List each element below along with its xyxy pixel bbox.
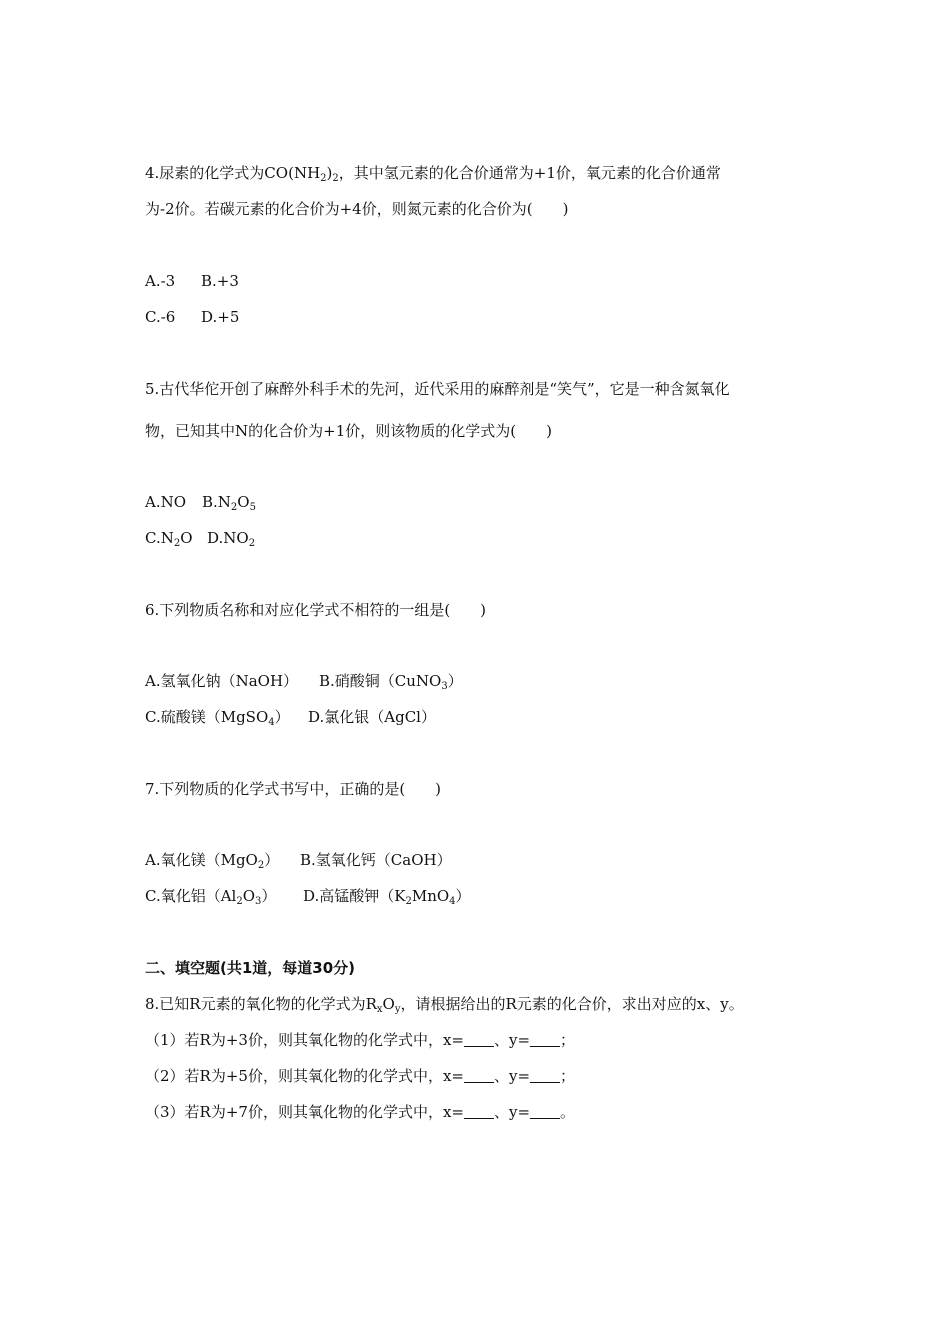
q7-options-row1 (145, 850, 452, 871)
q4-options-row1 (145, 271, 239, 291)
q8-subquestion-2: （2）若R为+5价，则其氧化物的化学式中，x= 、y= ； (145, 1067, 576, 1085)
q7-option-a: A.氧化镁（MgO$_2$） (145, 851, 280, 871)
q4-option-c: C.-6 (145, 308, 176, 326)
q7-option-c: C.氧化铝$(Al_2O_3)$ (145, 887, 277, 907)
answer-blank-x3[interactable] (464, 1104, 494, 1119)
q4-option-b: B.+3 (201, 272, 239, 290)
q6-options-row1 (145, 671, 463, 692)
q5-option-b: $B.N_2O_5$ (202, 493, 256, 513)
q8-subquestion-1: （1）若R为+3价，则其氧化物的化学式中，x= 、y= ； (145, 1031, 576, 1049)
answer-blank-x1[interactable] (464, 1032, 494, 1047)
q6-option-c: C.硫酸镁（MgSO$_4$） (145, 708, 290, 728)
q5-stem-line2: 物，已知其中N的化合价为+1价，则该物质的化学式为( ) (145, 422, 552, 440)
q5-options-row1 (145, 492, 256, 513)
q5-option-a: A.NO (145, 493, 187, 511)
answer-blank-x2[interactable] (464, 1068, 494, 1083)
q4-stem-line2: 为-2价。若碳元素的化合价为+4价，则氮元素的化合价为( ) (145, 200, 569, 218)
q6-option-a: A.氢氧化钠（NaOH） (145, 672, 299, 690)
q6-stem: 6.下列物质名称和对应化学式不相符的一组是( ) (145, 601, 487, 619)
q8-stem: 8.已知R元素的氧化物的化学式为$R_xO_y$，请根据给出的R元素的化合价，求出对应的x、y。 (145, 995, 744, 1015)
q4-stem-line1: 4.尿素的化学式为$CO(NH_2)_2$，其中氢元素的化合价通常为+1价，氧元素的化合价通常 (145, 164, 721, 184)
q6-option-b: B.硝酸铜（CuNO$_3$） (319, 672, 463, 692)
q5-stem-line1: 5.古代华佗开创了麻醉外科手术的先河，近代采用的麻醉剂是“笑气”，它是一种含氮氧化 (145, 380, 730, 398)
q7-stem: 7.下列物质的化学式书写中，正确的是( ) (145, 780, 442, 798)
answer-blank-y3[interactable] (530, 1104, 560, 1119)
q6-options-row2 (145, 707, 436, 728)
section-heading: 二、填空题(共1道，每道30分) (145, 959, 356, 977)
q4-option-d: D.+5 (201, 308, 240, 326)
q6-option-d: D.氯化银（AgCl） (308, 708, 436, 726)
q7-option-d: D.高锰酸钾$(K_2MnO_4)$ (303, 887, 471, 907)
answer-blank-y2[interactable] (530, 1068, 560, 1083)
q4-options-row2 (145, 307, 240, 327)
q8-subquestion-3: （3）若R为+7价，则其氧化物的化学式中，x= 、y= 。 (145, 1103, 576, 1121)
q5-option-c: $C.N_2O$ (145, 529, 193, 549)
q5-options-row2 (145, 528, 256, 549)
q5-option-d: $D.NO_2$ (207, 529, 256, 549)
answer-blank-y1[interactable] (530, 1032, 560, 1047)
q4-option-a: A.-3 (145, 272, 176, 290)
q7-option-b: B.氢氧化钙（CaOH） (300, 851, 452, 869)
q7-options-row2 (145, 886, 471, 907)
